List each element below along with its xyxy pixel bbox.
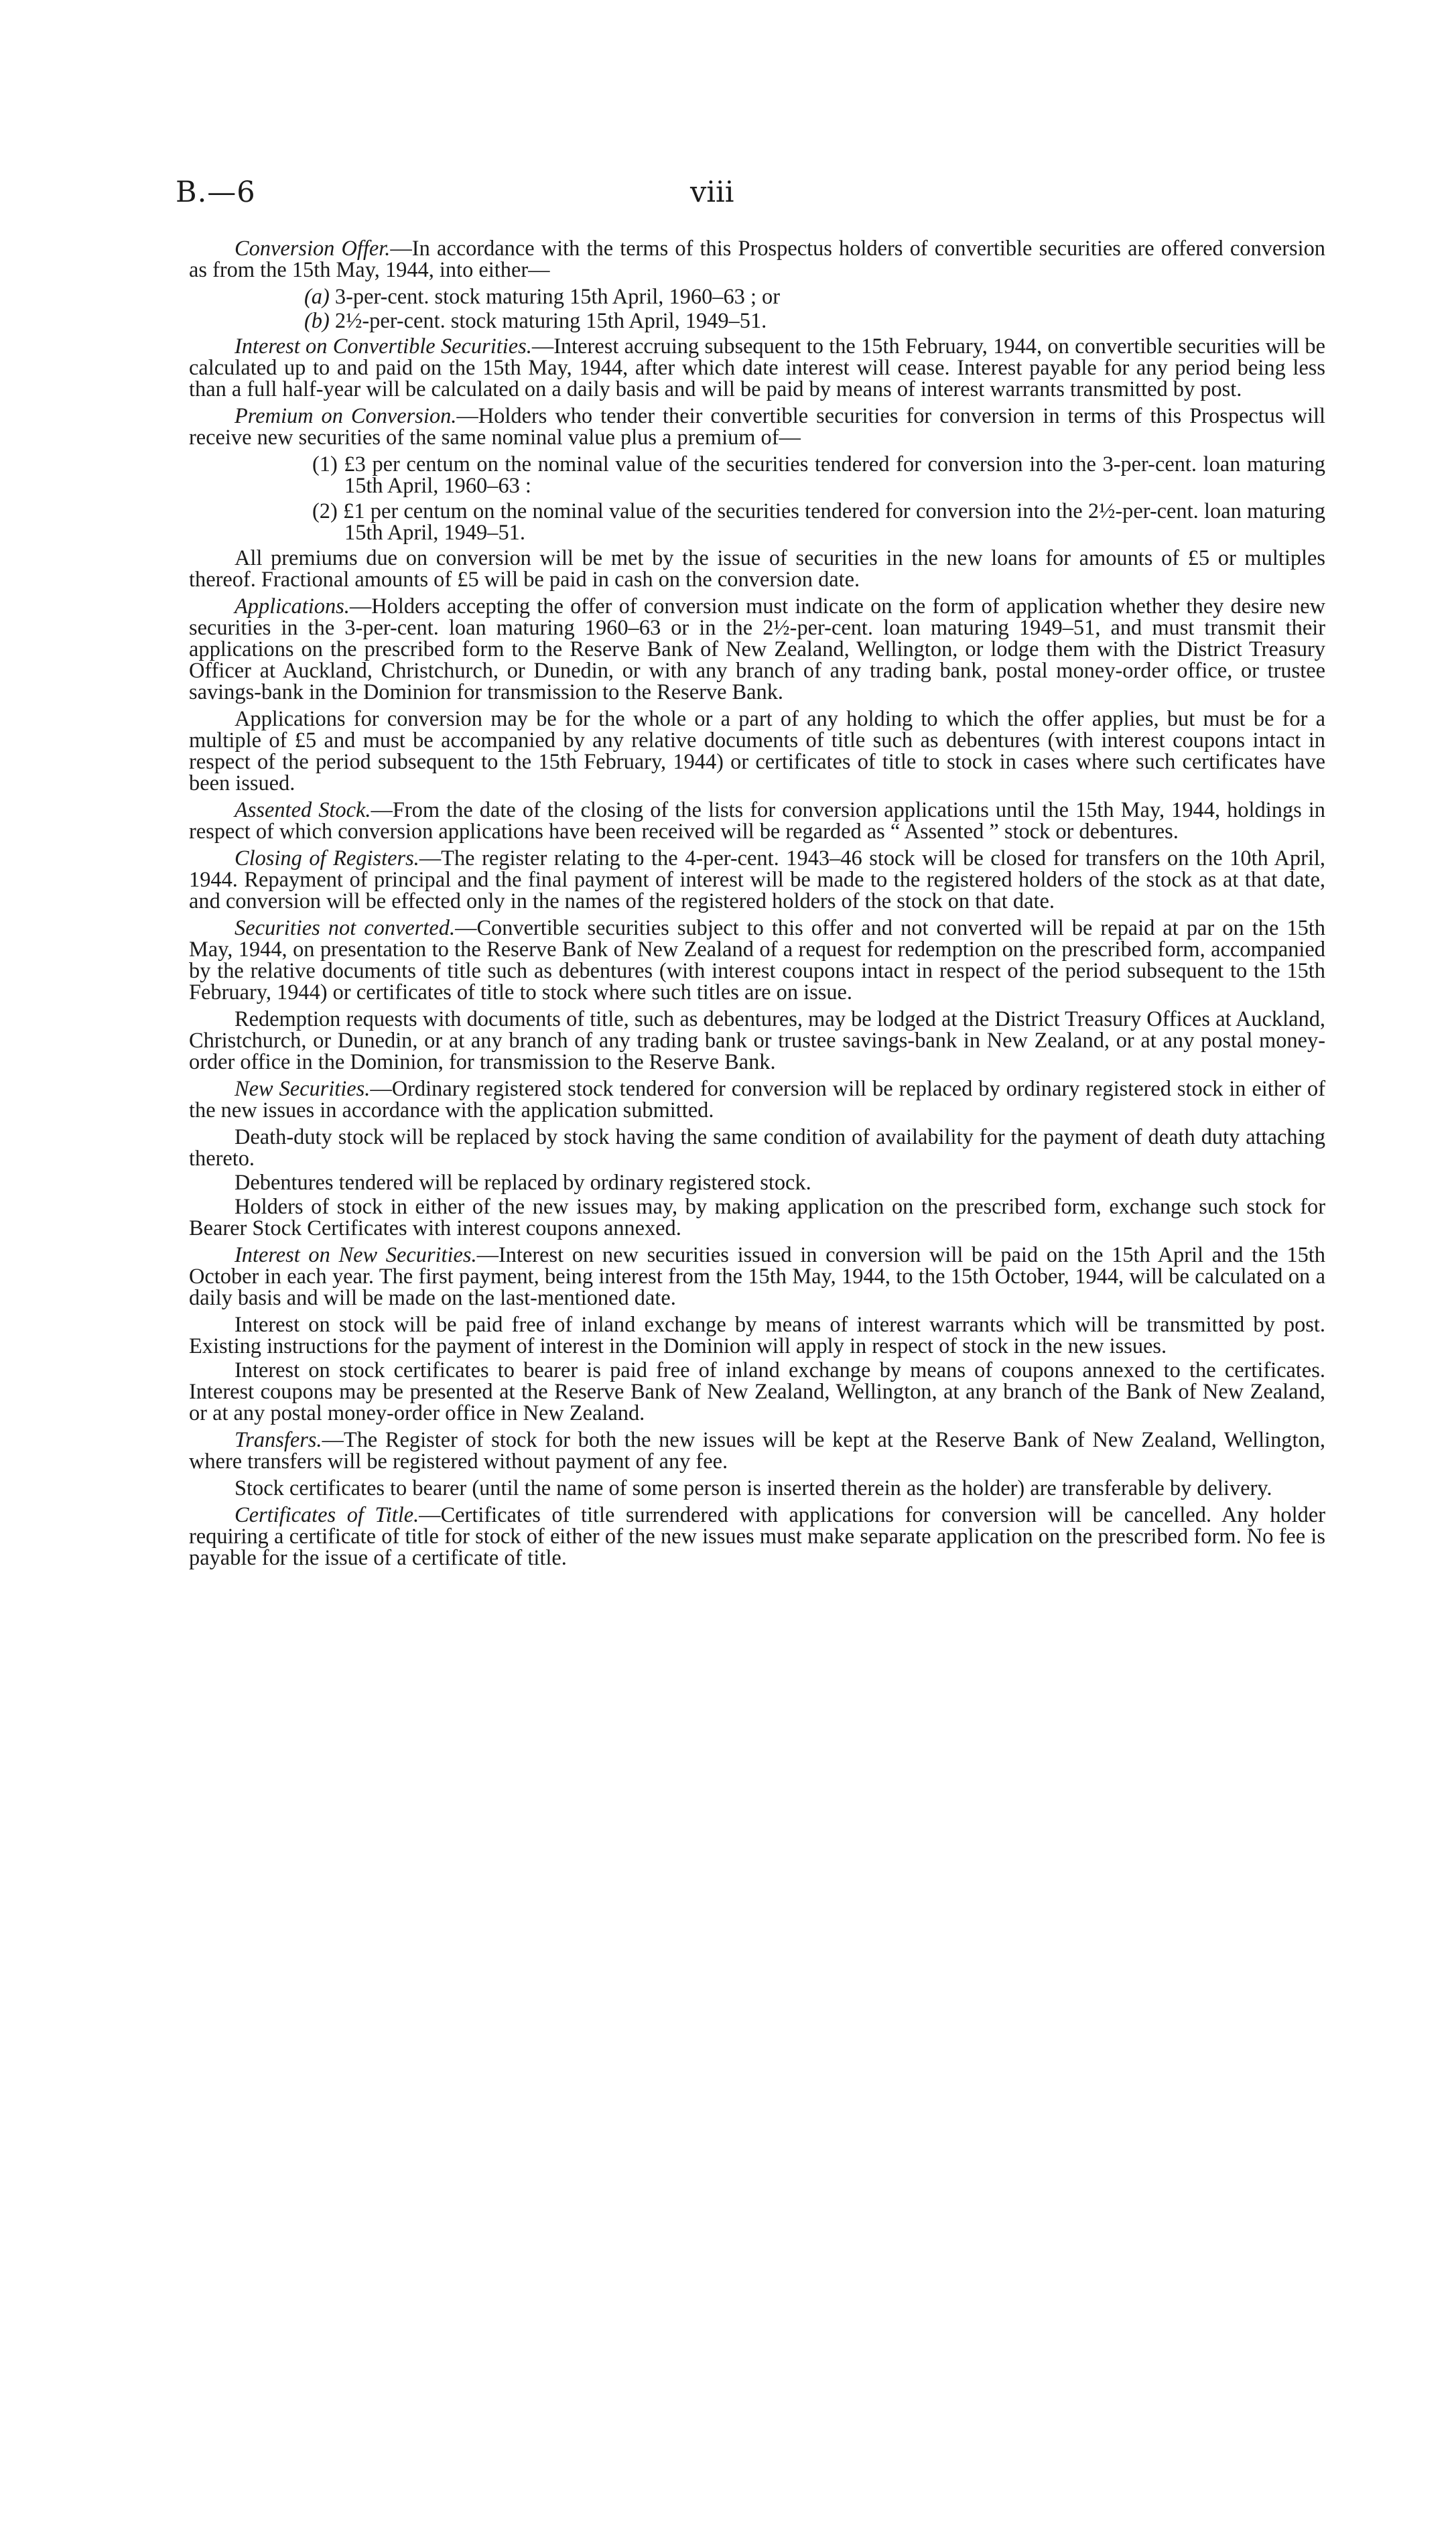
paragraph-applications <box>189 596 1325 703</box>
option-text: £3 per centum on the nominal value of the securities tendered for conversion into the 3-per-cent. loan maturing 15th April, 1960–63 : <box>344 452 1325 498</box>
paragraph-text: Debentures tendered will be replaced by ordinary registered stock. <box>235 1171 811 1195</box>
document-body <box>189 238 1325 1574</box>
paragraph-text: —Interest accruing subsequent to the 15th February, 1944, on convertible securities will be calculated up to and paid on the 15th May, 1944, after which date interest will cease. Interest payable for any period being less than a full half-year will be calculated on a daily basis and will be paid by means of interest warrants transmitted by post. <box>189 334 1325 401</box>
paragraph-text: —Holders who tender their convertible securities for conversion in terms of this Prospectus will receive new securities of the same nominal value plus a premium of— <box>189 404 1325 450</box>
section-heading: Interest on Convertible Securities. <box>235 334 532 359</box>
option-text: 2½-per-cent. stock maturing 15th April, 1949–51. <box>334 309 767 333</box>
paragraph-text: —The Register of stock for both the new issues will be kept at the Reserve Bank of New Zealand, Wellington, where transfers will be registered without payment of any fee. <box>189 1428 1325 1474</box>
option-item <box>189 501 1325 543</box>
option-item <box>189 454 1325 497</box>
paragraph-interest-new <box>189 1244 1325 1309</box>
section-heading: Assented Stock. <box>235 798 371 822</box>
paragraph-text: Redemption requests with documents of title, such as debentures, may be lodged at the District Treasury Offices at Auckland, Christchurch, or Dunedin, or at any branch of any trading bank or trustee savings-bank in New Zealand, or at any postal money-order office in the Dominion, for transmission to the Reserve Bank. <box>189 1007 1325 1074</box>
paragraph-text: Applications for conversion may be for the whole or a part of any holding to which the offer applies, but must be for a multiple of £5 and must be accompanied by any relative documents of title such as debentures (with interest coupons intact in respect of the period subsequent to the 15th February, 1944) or certificates of title to stock in cases where such certificates have been issued. <box>189 707 1325 795</box>
paragraph-text: —Interest on new securities issued in conversion will be paid on the 15th April and the 15th October in each year. The first payment, being interest from the 15th May, 1944, to the 15th October, 1944, will be calculated on a daily basis and will be made on the last-mentioned date. <box>189 1243 1325 1310</box>
option-text: 3-per-cent. stock maturing 15th April, 1960–63 ; or <box>334 285 781 309</box>
paragraph-transfers <box>189 1429 1325 1472</box>
paragraph-text: Interest on stock will be paid free of inland exchange by means of interest warrants which will be transmitted by post. Existing instructions for the payment of interest in the Dominion will apply in respect of stock in the new issues. <box>189 1313 1325 1358</box>
paragraph-text: Interest on stock certificates to bearer is paid free of inland exchange by means of coupons annexed to the certificates. Interest coupons may be presented at the Reserve Bank of New Zealand, Wellington, at any branch of the Bank of New Zealand, or at any postal money-order office in New Zealand. <box>189 1358 1325 1425</box>
section-heading: Closing of Registers. <box>235 846 419 870</box>
paragraph-conversion-offer <box>189 238 1325 281</box>
paragraph-text: —Certificates of title surrendered with applications for conversion will be cancelled. Any holder requiring a certificate of title for stock of either of the new issues must make separate application on the prescribed form. No fee is payable for the issue of a certificate of title. <box>189 1503 1325 1570</box>
paragraph-text: Stock certificates to bearer (until the name of some person is inserted therein as the holder) are transferable by delivery. <box>235 1476 1272 1500</box>
option-label: (b) <box>304 309 330 333</box>
document-code: B.—6 <box>176 176 256 209</box>
section-heading: Interest on New Securities. <box>235 1243 477 1267</box>
paragraph-certificates <box>189 1504 1325 1569</box>
section-heading: Transfers. <box>235 1428 322 1452</box>
paragraph-text: —From the date of the closing of the lists for conversion applications until the 15th May, 1944, holdings in respect of which conversion applications have been received will be regarded as “ Assented ” stock or debentures. <box>189 798 1325 844</box>
paragraph-text: —Ordinary registered stock tendered for conversion will be replaced by ordinary registered stock in either of the new issues in accordance with the application submitted. <box>189 1077 1325 1122</box>
paragraph-text: —Holders accepting the offer of conversion must indicate on the form of application whether they desire new securities in the 3-per-cent. loan maturing 1960–63 or in the 2½-per-cent. loan maturing 1949–51, and must transmit their applications on the prescribed form to the Reserve Bank of New Zealand, Wellington, or lodge them with the District Treasury Officer at Auckland, Christchurch, or Dunedin, or with any branch of any trading bank, postal money-order office, or trustee savings-bank in the Dominion for transmission to the Reserve Bank. <box>189 594 1325 704</box>
page-header <box>0 0 1456 228</box>
paragraph-not-converted <box>189 917 1325 1003</box>
paragraph-text: Holders of stock in either of the new issues may, by making application on the prescribed form, exchange such stock for Bearer Stock Certificates with interest coupons annexed. <box>189 1195 1325 1240</box>
option-item <box>189 286 1325 308</box>
section-heading: Premium on Conversion. <box>235 404 457 428</box>
paragraph-text: —The register relating to the 4-per-cent. 1943–46 stock will be closed for transfers on the 10th April, 1944. Repayment of principal and the final payment of interest will be made to the registered holders of the stock as at that date, and conversion will be effected only in the names of the registered holders of the stock on that date. <box>189 846 1325 913</box>
paragraph-premium <box>189 405 1325 448</box>
page-number: viii <box>690 176 734 209</box>
paragraph-text: —Convertible securities subject to this offer and not converted will be repaid at par on the 15th May, 1944, on presentation to the Reserve Bank of New Zealand of a request for redemption on the prescribed form, accompanied by the relative documents of title such as debentures (with interest coupons intact in respect of the period subsequent to the 15th February, 1944) or certificates of title to stock where such titles are on issue. <box>189 916 1325 1005</box>
paragraph-interest-convertible <box>189 336 1325 400</box>
option-text: £1 per centum on the nominal value of the securities tendered for conversion into the 2½-per-cent. loan maturing 15th April, 1949–51. <box>343 499 1326 545</box>
paragraph-text: —In accordance with the terms of this Prospectus holders of convertible securities are offered conversion as from the 15th May, 1944, into either— <box>189 237 1325 282</box>
paragraph-text: All premiums due on conversion will be met by the issue of securities in the new loans for amounts of £5 or multiples thereof. Fractional amounts of £5 will be paid in cash on the conversion date. <box>189 546 1325 592</box>
paragraph-new-securities <box>189 1078 1325 1121</box>
paragraph-text: Death-duty stock will be replaced by stock having the same condition of availability for the payment of death duty attaching thereto. <box>189 1125 1325 1171</box>
section-heading: Certificates of Title. <box>235 1503 419 1527</box>
section-heading: New Securities. <box>235 1077 371 1101</box>
option-item <box>189 310 1325 332</box>
section-heading: Conversion Offer. <box>235 237 391 261</box>
option-label: (2) <box>312 499 338 523</box>
section-heading: Securities not converted. <box>235 916 456 940</box>
section-heading: Applications. <box>235 594 350 619</box>
option-label: (1) <box>312 452 338 476</box>
option-label: (a) <box>304 285 330 309</box>
paragraph-assented <box>189 799 1325 842</box>
paragraph-closing <box>189 848 1325 912</box>
